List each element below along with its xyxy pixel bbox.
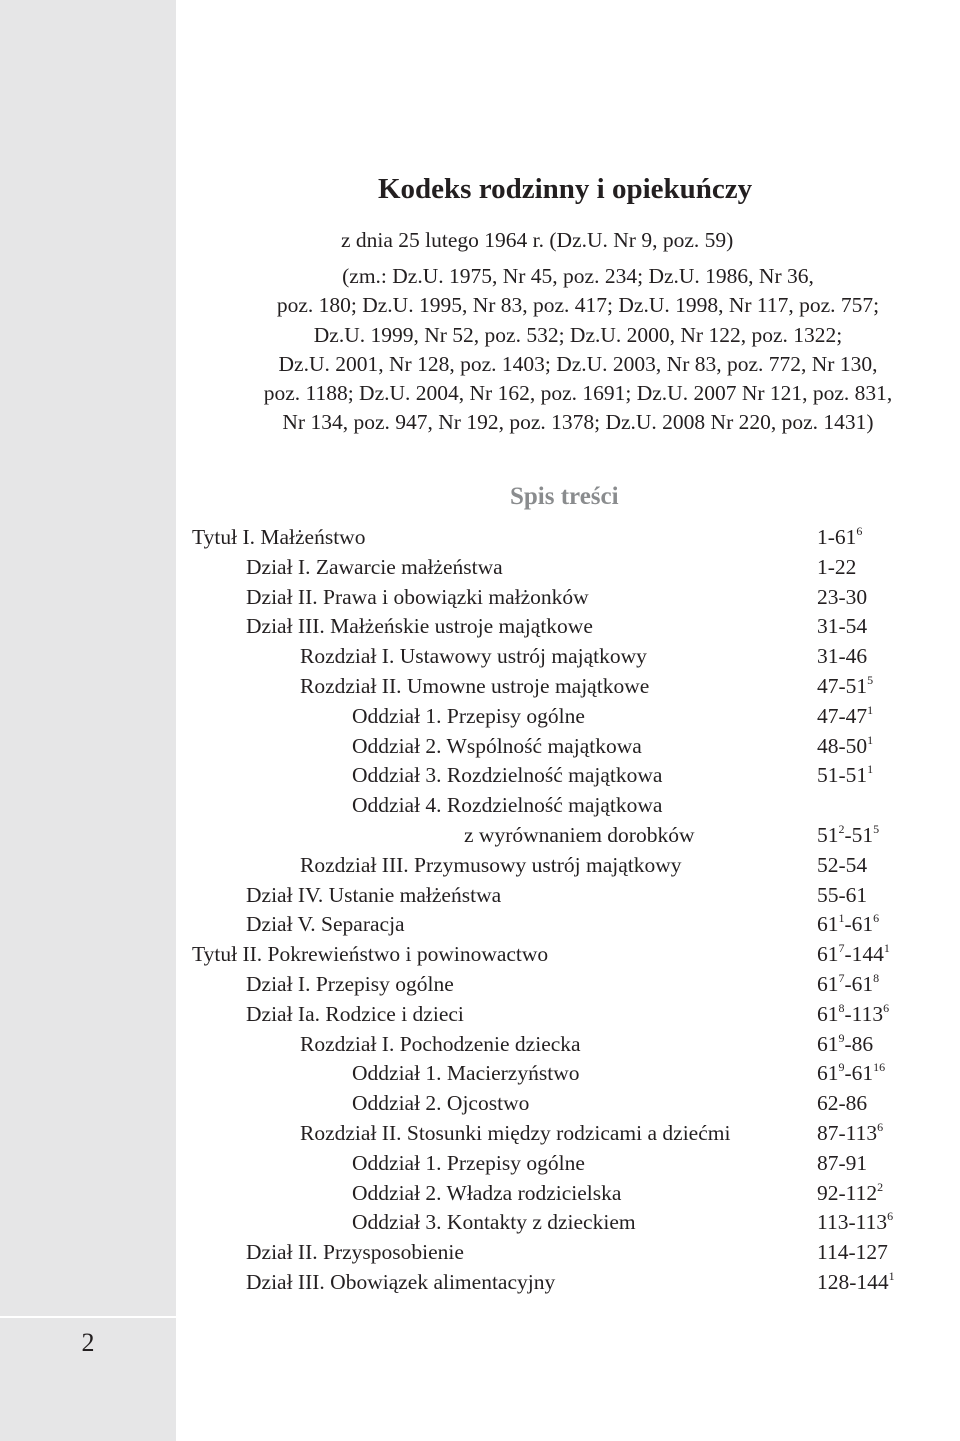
range-superscript: 6: [877, 1120, 884, 1134]
toc-entry-range: [817, 1089, 867, 1119]
amendment-line: poz. 1188; Dz.U. 2004, Nr 162, poz. 1691; Dz.U. 2007 Nr 121, poz. 831,: [263, 381, 893, 406]
toc-entry-range: [817, 851, 867, 881]
toc-entry-range: [817, 612, 867, 642]
toc-entry-range: [817, 910, 879, 940]
toc-entry-range: [817, 1149, 867, 1179]
toc-entry: [0, 1089, 960, 1119]
range-superscript: 6: [883, 1000, 890, 1015]
range-superscript: 1: [867, 732, 874, 747]
toc-entry-label: Tytuł I. Małżeństwo: [192, 525, 366, 549]
toc-entry-range: [817, 1000, 889, 1030]
toc-entry: [0, 881, 960, 911]
toc-entry: [0, 821, 960, 851]
toc-entry: [0, 612, 960, 642]
range-text: 61: [817, 972, 839, 996]
toc-entry: [0, 1179, 960, 1209]
range-superscript: 7: [838, 971, 845, 985]
range-superscript: 5: [867, 673, 874, 687]
toc-entry-label: Dział II. Prawa i obowiązki małżonków: [246, 584, 589, 609]
toc-entry-range: [817, 642, 867, 672]
range-text: 61: [817, 912, 839, 937]
range-text: 114-127: [817, 1240, 888, 1265]
toc-entry-range: [817, 1179, 883, 1209]
toc-entry-label: Oddział 1. Przepisy ogólne: [352, 703, 585, 728]
toc-entry-range: [817, 821, 879, 851]
toc-entry-label: Oddział 3. Rozdzielność majątkowa: [352, 763, 663, 788]
toc-entry: [0, 583, 960, 613]
toc-entry-label: Oddział 2. Ojcostwo: [352, 1091, 530, 1116]
range-superscript: 6: [887, 1209, 894, 1224]
toc-entry-label: Rozdział III. Przymusowy ustrój majątkowy: [300, 852, 682, 877]
toc-entry-range: [817, 881, 867, 911]
amendments-block: [190, 262, 960, 438]
range-text: -51: [844, 823, 874, 847]
range-text: 51-51: [817, 763, 868, 788]
toc-entry-range: [817, 1268, 895, 1298]
toc-entry: [0, 1208, 960, 1238]
toc-entry-range: [817, 1238, 888, 1268]
amendment-line: Nr 134, poz. 947, Nr 192, poz. 1378; Dz.U. 2008 Nr 220, poz. 1431): [282, 410, 874, 435]
toc-entry-label: Rozdział I. Pochodzenie dziecka: [300, 1031, 581, 1056]
range-text: 23-30: [817, 584, 868, 609]
range-superscript: 6: [856, 524, 863, 538]
range-text: 55-61: [817, 882, 868, 907]
range-text: 48-50: [817, 733, 868, 758]
range-superscript: 7: [838, 941, 845, 956]
range-superscript: 6: [873, 911, 880, 926]
range-text: 62-86: [817, 1091, 868, 1116]
toc-entry-range: [817, 702, 873, 732]
toc-entry-label: Dział II. Przysposobienie: [246, 1240, 464, 1265]
toc-entry-label: Rozdział I. Ustawowy ustrój majątkowy: [300, 644, 647, 669]
toc-entry: [0, 702, 960, 732]
range-text: 87-91: [817, 1150, 868, 1175]
toc-entry-label: z wyrównaniem dorobków: [464, 823, 695, 847]
toc-entry-range: [817, 1119, 883, 1149]
toc-entry: [0, 1268, 960, 1298]
toc-entry-range: [817, 732, 873, 762]
toc-entry-label: Tytuł II. Pokrewieństwo i powinowactwo: [192, 942, 549, 967]
toc-entry-label: Rozdział II. Stosunki między rodzicami a dziećmi: [300, 1121, 731, 1145]
toc-entry-label: Oddział 2. Wspólność majątkowa: [352, 733, 642, 758]
range-text: 1-22: [817, 554, 857, 579]
toc-entry: [0, 1149, 960, 1179]
range-superscript: 1: [867, 702, 874, 717]
range-superscript: 1: [883, 941, 890, 956]
range-superscript: 16: [873, 1060, 886, 1075]
toc-entry: [0, 940, 960, 970]
toc-entry-label: Oddział 4. Rozdzielność majątkowa: [352, 793, 663, 818]
range-text: 61: [817, 1001, 839, 1026]
toc-entry-range: [817, 1208, 893, 1238]
range-text: -61: [844, 912, 874, 937]
range-superscript: 5: [873, 822, 880, 836]
range-text: 61: [817, 1031, 839, 1056]
toc-entry: [0, 1238, 960, 1268]
toc-entry-range: [817, 1059, 885, 1089]
toc-entry-range: [817, 583, 867, 613]
toc-entry-range: [817, 523, 862, 553]
range-text: -61: [844, 972, 874, 996]
toc-entry-label: Dział III. Małżeńskie ustroje majątkowe: [246, 614, 593, 639]
toc-entry-label: Dział I. Zawarcie małżeństwa: [246, 554, 503, 579]
toc-entry-range: [817, 1030, 873, 1060]
range-text: 87-113: [817, 1121, 878, 1145]
toc-entry: [0, 1000, 960, 1030]
document-subtitle: z dnia 25 lutego 1964 r. (Dz.U. Nr 9, poz. 59): [341, 228, 734, 252]
toc-entry: [0, 732, 960, 762]
range-text: 31-46: [817, 644, 868, 669]
toc-entry: [0, 910, 960, 940]
toc-entry-range: [817, 672, 873, 702]
range-superscript: 9: [838, 1030, 845, 1045]
toc-entry: [0, 672, 960, 702]
range-superscript: 2: [877, 1179, 884, 1194]
range-superscript: 1: [838, 911, 845, 926]
toc-entry: [0, 791, 960, 821]
toc-entry: [0, 761, 960, 791]
toc-entry: [0, 553, 960, 583]
range-text: 61: [817, 942, 839, 967]
range-text: -113: [844, 1001, 884, 1026]
range-superscript: 8: [873, 971, 880, 985]
range-text: 113-113: [817, 1210, 888, 1235]
range-text: 1-61: [817, 525, 857, 549]
toc-entry-label: Oddział 2. Władza rodzicielska: [352, 1180, 622, 1205]
range-text: -61: [844, 1061, 874, 1086]
range-text: 47-51: [817, 674, 868, 698]
toc-heading: Spis treści: [510, 483, 619, 510]
document-title: Kodeks rodzinny i opiekuńczy: [378, 173, 753, 205]
toc-entry-range: [817, 940, 890, 970]
toc-entry-label: Dział IV. Ustanie małżeństwa: [246, 882, 502, 907]
range-text: 128-144: [817, 1270, 889, 1294]
toc-entry-label: Dział III. Obowiązek alimentacyjny: [246, 1270, 556, 1294]
toc-entry-label: Dział I. Przepisy ogólne: [246, 972, 454, 996]
toc-entry-label: Dział V. Separacja: [246, 912, 405, 937]
toc-entry-label: Oddział 1. Macierzyństwo: [352, 1061, 580, 1086]
toc-entry-label: Oddział 3. Kontakty z dzieckiem: [352, 1210, 636, 1235]
toc-entry-range: [817, 553, 856, 583]
range-text: 31-54: [817, 614, 868, 639]
amendment-line: Dz.U. 2001, Nr 128, poz. 1403; Dz.U. 2003, Nr 83, poz. 772, Nr 130,: [278, 351, 878, 376]
toc-entry-label: Rozdział II. Umowne ustroje majątkowe: [300, 674, 650, 698]
range-text: 47-47: [817, 703, 868, 728]
toc-entry: [0, 642, 960, 672]
page-number-rule: [0, 1316, 176, 1318]
range-superscript: 2: [838, 822, 845, 836]
range-text: -144: [844, 942, 884, 967]
range-superscript: 9: [838, 1060, 845, 1075]
toc-entry: [0, 970, 960, 1000]
toc-entry: [0, 1119, 960, 1149]
range-text: 61: [817, 1061, 839, 1086]
toc-entry: [0, 523, 960, 553]
toc-entry-range: [817, 970, 879, 1000]
amendment-line: Dz.U. 1999, Nr 52, poz. 532; Dz.U. 2000, Nr 122, poz. 1322;: [313, 322, 843, 347]
toc-entry: [0, 1030, 960, 1060]
page-number: 2: [81, 1328, 95, 1357]
toc-entry-range: [817, 761, 873, 791]
toc-entry-label: Dział Ia. Rodzice i dzieci: [246, 1001, 464, 1026]
range-superscript: 1: [888, 1269, 895, 1283]
range-text: 92-112: [817, 1180, 878, 1205]
range-text: -86: [844, 1031, 874, 1056]
range-superscript: 8: [838, 1000, 845, 1015]
toc-entry-label: Oddział 1. Przepisy ogólne: [352, 1150, 585, 1175]
amendment-line: poz. 180; Dz.U. 1995, Nr 83, poz. 417; Dz.U. 1998, Nr 117, poz. 757;: [276, 293, 880, 318]
range-text: 51: [817, 823, 839, 847]
toc-entry: [0, 851, 960, 881]
range-superscript: 1: [867, 762, 874, 777]
toc-entry: [0, 1059, 960, 1089]
range-text: 52-54: [817, 852, 868, 877]
amendment-line: (zm.: Dz.U. 1975, Nr 45, poz. 234; Dz.U. 1986, Nr 36,: [342, 264, 814, 288]
